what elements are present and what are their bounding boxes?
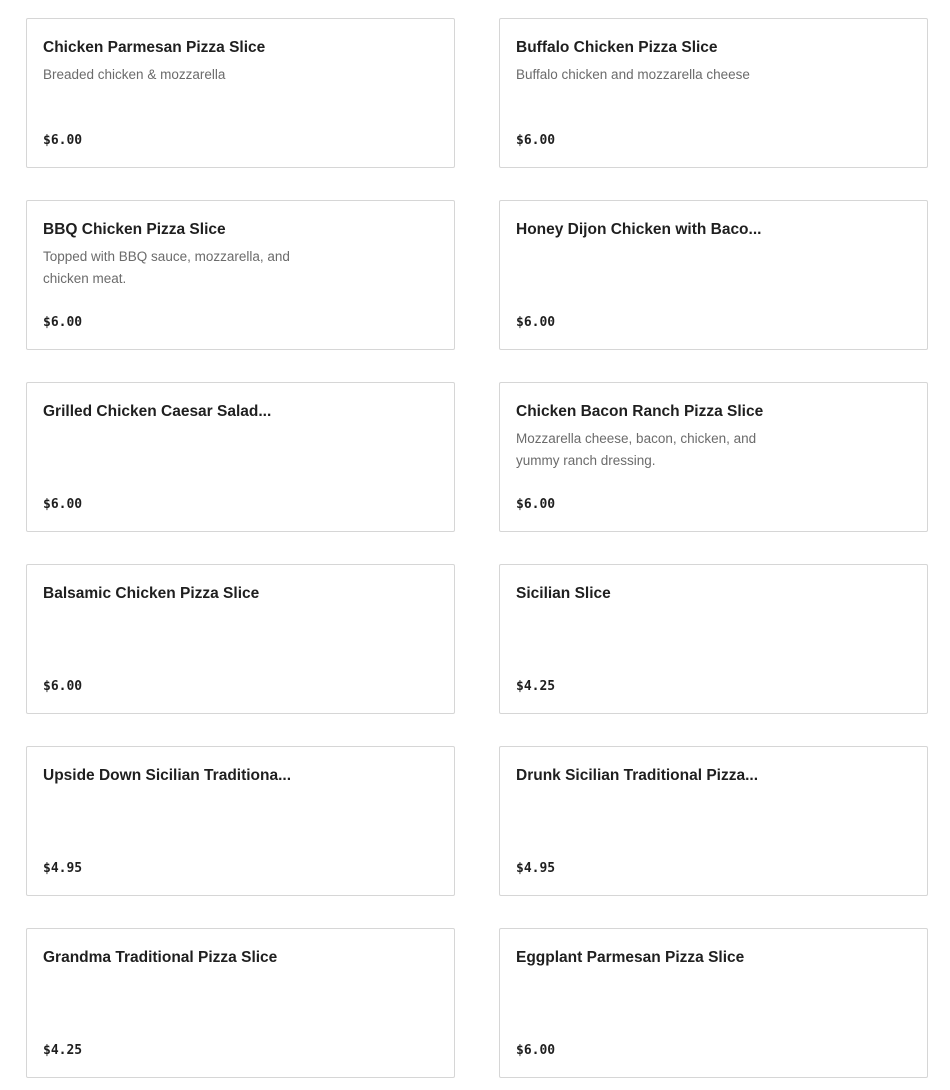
menu-item-name: Buffalo Chicken Pizza Slice [516, 39, 718, 56]
menu-item-price: $4.95 [516, 861, 556, 876]
menu-item-price: $6.00 [516, 497, 556, 512]
menu-item-card[interactable] [499, 564, 928, 714]
menu-item-card[interactable] [26, 18, 455, 168]
menu-item-name: Chicken Bacon Ranch Pizza Slice [516, 403, 764, 420]
menu-item-price: $4.25 [43, 1043, 83, 1058]
menu-item-description: Topped with BBQ sauce, mozzarella, and chicken meat. [43, 249, 290, 286]
menu-item-name: Eggplant Parmesan Pizza Slice [516, 949, 745, 966]
menu-item-name: Grandma Traditional Pizza Slice [43, 949, 278, 966]
menu-item-grid [26, 18, 928, 1078]
menu-item-card[interactable] [499, 382, 928, 532]
menu-item-card[interactable] [499, 200, 928, 350]
menu-item-name: Drunk Sicilian Traditional Pizza... [516, 767, 759, 784]
menu-item-card[interactable] [499, 18, 928, 168]
menu-item-card[interactable] [499, 746, 928, 896]
menu-item-card[interactable] [26, 564, 455, 714]
menu-item-price: $6.00 [516, 1043, 556, 1058]
menu-item-description: Mozzarella cheese, bacon, chicken, and yummy ranch dressing. [516, 431, 757, 468]
menu-item-price: $4.25 [516, 679, 556, 694]
menu-item-name: Honey Dijon Chicken with Baco... [516, 221, 762, 238]
menu-item-card[interactable] [26, 382, 455, 532]
menu-item-name: Sicilian Slice [516, 585, 611, 602]
menu-item-name: BBQ Chicken Pizza Slice [43, 221, 226, 238]
menu-item-name: Grilled Chicken Caesar Salad... [43, 403, 272, 420]
menu-item-card[interactable] [26, 200, 455, 350]
menu-item-price: $6.00 [43, 497, 83, 512]
menu-item-card[interactable] [499, 928, 928, 1078]
menu-item-price: $6.00 [516, 133, 556, 148]
menu-item-name: Upside Down Sicilian Traditiona... [43, 767, 292, 784]
menu-item-card[interactable] [26, 746, 455, 896]
menu-item-price: $4.95 [43, 861, 83, 876]
menu-item-name: Chicken Parmesan Pizza Slice [43, 39, 266, 56]
menu-item-price: $6.00 [516, 315, 556, 330]
menu-item-description: Buffalo chicken and mozzarella cheese [516, 67, 750, 82]
menu-item-price: $6.00 [43, 315, 83, 330]
menu-item-description: Breaded chicken & mozzarella [43, 67, 226, 82]
menu-item-price: $6.00 [43, 679, 83, 694]
menu-item-name: Balsamic Chicken Pizza Slice [43, 585, 260, 602]
menu-item-price: $6.00 [43, 133, 83, 148]
menu-item-card[interactable] [26, 928, 455, 1078]
